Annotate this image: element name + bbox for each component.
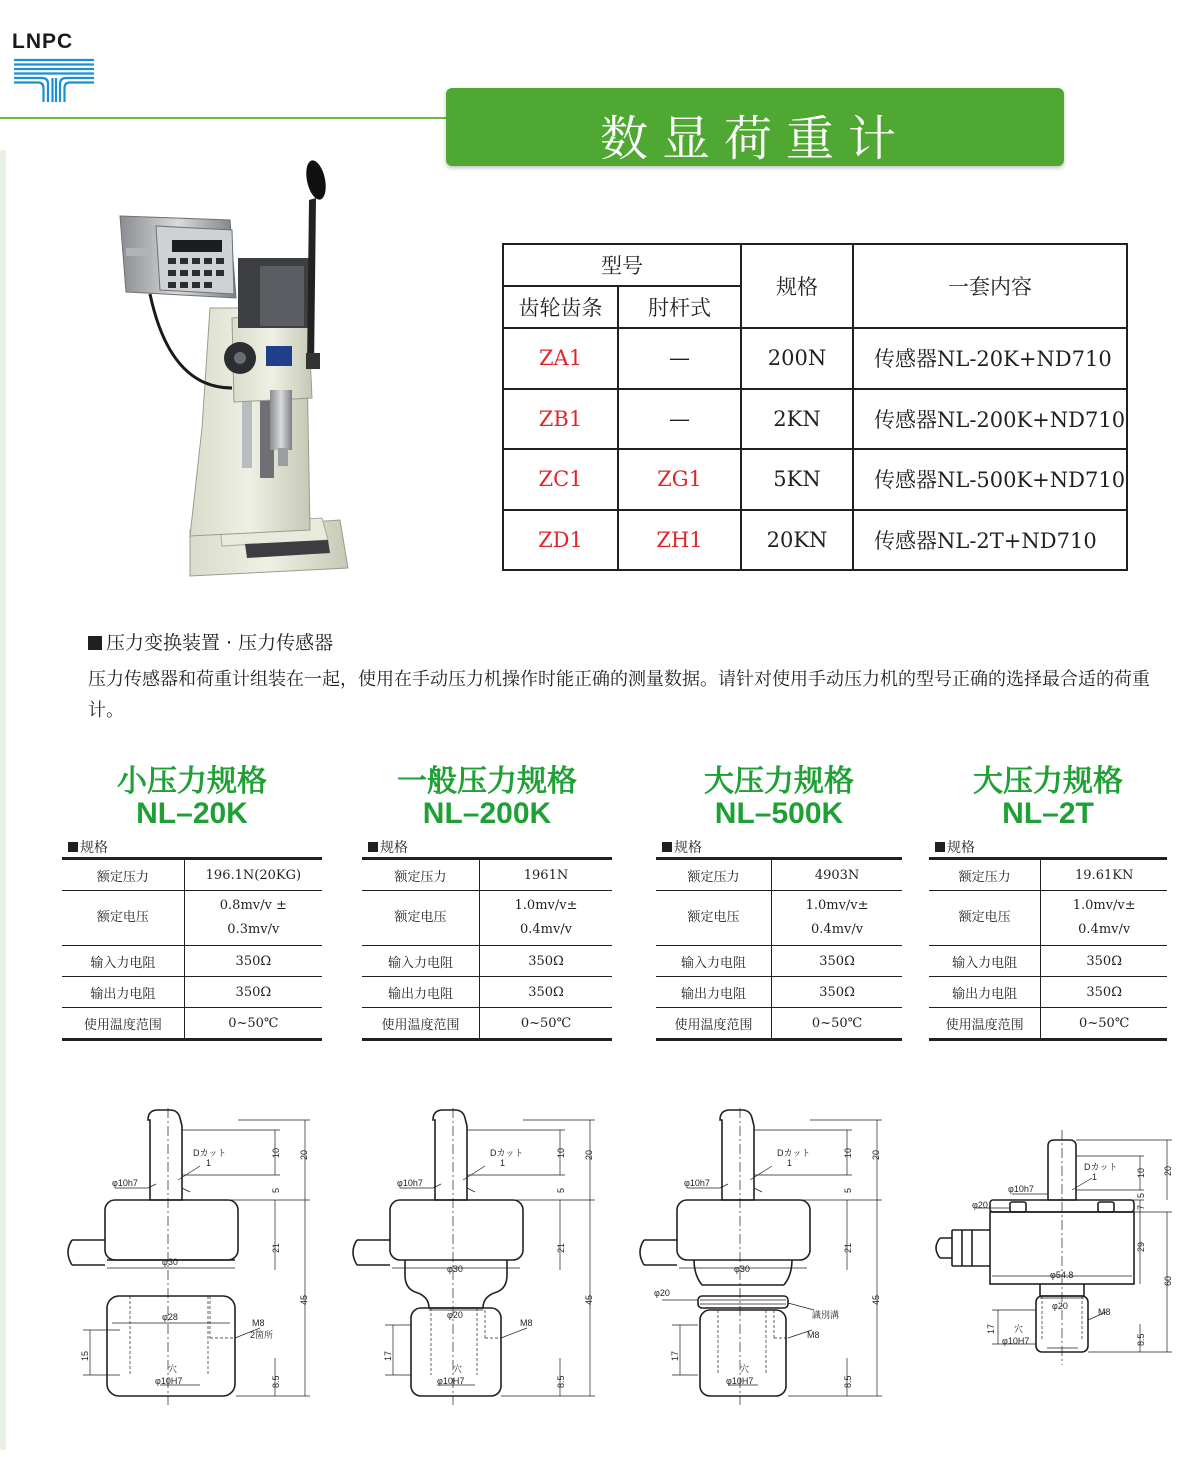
thread-label: M8: [252, 1318, 265, 1328]
base-diameter: φ28: [162, 1312, 178, 1322]
dim-8-5: 8.5: [843, 1375, 853, 1388]
header-set-contents: 一套内容: [853, 244, 1127, 328]
dim-45: 45: [584, 1294, 594, 1305]
spec-card-nl-2t: [929, 765, 1167, 1041]
spec-value-line: 1.0mv/v±: [805, 898, 869, 913]
section-heading: [88, 628, 333, 655]
spec-key: 使用温度范围: [929, 1008, 1041, 1040]
spec-value: 0~50℃: [480, 1008, 613, 1040]
spec-value: 350Ω: [772, 977, 902, 1008]
neck-diameter: φ20: [1052, 1301, 1068, 1311]
spec-value: 2KN: [741, 389, 853, 450]
spec-key: 使用温度范围: [362, 1008, 480, 1040]
spec-value: 350Ω: [772, 946, 902, 977]
hole-label: 穴: [740, 1364, 750, 1374]
dcut-label: Dカット: [1084, 1162, 1118, 1172]
spec-model: NL–20K: [136, 797, 248, 830]
hole-diameter: φ10H7: [726, 1376, 754, 1386]
spec-name: 一般压力规格: [397, 764, 577, 799]
drawing-nl-20k: [60, 1100, 320, 1430]
table-row: [503, 510, 1127, 571]
section-heading-text: 压力变换装置 · 压力传感器: [106, 632, 334, 654]
spec-key: 输入力电阻: [62, 946, 184, 977]
gear-model: ZC1: [503, 449, 618, 510]
brand-logo: [12, 30, 96, 104]
spec-key: 额定压力: [656, 859, 772, 891]
elbow-model: ZH1: [618, 510, 741, 571]
spec-label: [662, 837, 902, 857]
dim-10: 10: [271, 1147, 281, 1158]
spec-value: 0~50℃: [1041, 1008, 1167, 1040]
dim-10: 10: [1136, 1167, 1146, 1178]
dim-21: 21: [556, 1242, 566, 1253]
dim-5: 5: [271, 1187, 281, 1193]
spec-name: 小压力规格: [117, 764, 267, 799]
body-diameter: φ30: [734, 1264, 750, 1274]
spec-key: 输出力电阻: [62, 977, 184, 1008]
thread-label: M8: [520, 1318, 533, 1328]
drawing-nl-200k: [345, 1100, 605, 1430]
dim-45: 45: [871, 1294, 881, 1305]
dim-17: 17: [986, 1323, 996, 1334]
groove-label: 識別溝: [812, 1310, 840, 1320]
spec-key: 输出力电阻: [929, 977, 1041, 1008]
elbow-model: ZG1: [618, 449, 741, 510]
hole-label: 穴: [453, 1364, 463, 1374]
header-elbow: 肘杆式: [618, 286, 741, 328]
spec-label-text: 规格: [947, 840, 975, 856]
logo-mark-icon: [12, 30, 96, 104]
table-row: [503, 328, 1127, 389]
spec-value-line: 0.3mv/v: [227, 922, 280, 937]
top-diameter: φ20: [972, 1200, 988, 1210]
spec-value: 196.1N(20KG): [184, 859, 322, 891]
hole-label: 穴: [1014, 1324, 1024, 1334]
spec-label-text: 规格: [80, 840, 108, 856]
shaft-diameter: φ10h7: [112, 1178, 138, 1188]
spec-model: NL–2T: [1002, 797, 1094, 830]
neck-diameter: φ20: [654, 1288, 670, 1298]
spec-key: 额定电压: [362, 891, 480, 946]
dcut-value: 1: [787, 1158, 793, 1168]
square-bullet-icon: [88, 636, 102, 650]
spec-value: 350Ω: [480, 946, 613, 977]
dim-5: 5: [556, 1187, 566, 1193]
spec-key: 额定电压: [656, 891, 772, 946]
table-row: [503, 389, 1127, 450]
spec-key: 输入力电阻: [362, 946, 480, 977]
gear-model: ZA1: [503, 328, 618, 389]
set-contents: 传感器NL-20K+ND710: [853, 328, 1127, 389]
spec-label: [368, 837, 612, 857]
dim-7: 7: [1136, 1204, 1146, 1210]
dim-29: 29: [1136, 1241, 1146, 1252]
spec-value: [184, 891, 322, 946]
dim-10: 10: [843, 1147, 853, 1158]
spec-value-line: 0.4mv/v: [519, 922, 573, 937]
page-title: 数显荷重计: [599, 111, 910, 167]
table-row: [503, 449, 1127, 510]
spec-table: [62, 857, 322, 1041]
dim-17: 17: [670, 1350, 680, 1361]
dim-20: 20: [1163, 1165, 1173, 1176]
drawing-nl-500k: [632, 1100, 892, 1430]
body-diameter: φ30: [162, 1257, 178, 1267]
set-contents: 传感器NL-500K+ND710: [853, 449, 1127, 510]
section-body: 压力传感器和荷重计组装在一起，使用在手动压力机操作时能正确的测量数据。请针对使用手动压力机的型号正确的选择最合适的荷重计。: [88, 669, 1150, 721]
dim-8-5: 8.5: [556, 1375, 566, 1388]
spec-label-text: 规格: [674, 840, 702, 856]
spec-value-line: 1.0mv/v±: [514, 898, 578, 913]
square-bullet-icon: [662, 842, 672, 852]
spec-value: 200N: [741, 328, 853, 389]
spec-value: 0~50℃: [772, 1008, 902, 1040]
left-accent-bar: [0, 150, 6, 1450]
spec-key: 使用温度范围: [656, 1008, 772, 1040]
hole-diameter: φ10H7: [437, 1376, 465, 1386]
spec-value: 1961N: [480, 859, 613, 891]
spec-key: 额定压力: [62, 859, 184, 891]
spec-key: 额定电压: [62, 891, 184, 946]
spec-value: 350Ω: [1041, 977, 1167, 1008]
spec-name: 大压力规格: [973, 764, 1123, 799]
spec-value: 4903N: [772, 859, 902, 891]
load-cell-drawing: [632, 1100, 892, 1430]
model-table: [502, 243, 1128, 571]
thread-count: 2箇所: [250, 1330, 274, 1340]
dim-8-5: 8.5: [271, 1375, 281, 1388]
load-cell-drawing: [60, 1100, 320, 1430]
shaft-diameter: φ10h7: [397, 1178, 423, 1188]
spec-value: 350Ω: [1041, 946, 1167, 977]
spec-key: 输入力电阻: [929, 946, 1041, 977]
spec-value: 350Ω: [480, 977, 613, 1008]
dim-17: 17: [383, 1350, 393, 1361]
spec-value-line: 0.4mv/v: [811, 922, 864, 937]
shaft-diameter: φ10h7: [1008, 1184, 1034, 1194]
hole-diameter: φ10H7: [1002, 1336, 1030, 1346]
spec-value-line: 0.4mv/v: [1078, 922, 1131, 937]
thread-label: M8: [1098, 1307, 1111, 1317]
spec-table: [362, 857, 612, 1041]
spec-table: [929, 857, 1167, 1041]
load-cell-drawing: [345, 1100, 605, 1430]
dcut-label: Dカット: [777, 1148, 811, 1158]
body-diameter: φ54.8: [1050, 1270, 1074, 1280]
set-contents: 传感器NL-2T+ND710: [853, 510, 1127, 571]
spec-value: 350Ω: [184, 946, 322, 977]
spec-key: 额定压力: [929, 859, 1041, 891]
spec-card-nl-500k: [656, 765, 902, 1041]
dim-20: 20: [299, 1149, 309, 1160]
header-rule: [0, 117, 450, 119]
spec-table: [656, 857, 902, 1041]
dim-45: 45: [299, 1294, 309, 1305]
hole-diameter: φ10H7: [155, 1376, 183, 1386]
spec-key: 额定电压: [929, 891, 1041, 946]
square-bullet-icon: [68, 842, 78, 852]
dcut-value: 1: [206, 1158, 212, 1168]
spec-value-line: 1.0mv/v±: [1072, 898, 1136, 913]
spec-key: 输出力电阻: [362, 977, 480, 1008]
header-model: 型号: [503, 244, 741, 286]
spec-value-line: 0.8mv/v ±: [219, 898, 287, 913]
spec-label: [935, 837, 1167, 857]
set-contents: 传感器NL-200K+ND710: [853, 389, 1127, 450]
dcut-value: 1: [1092, 1172, 1098, 1182]
spec-name: 大压力规格: [704, 764, 854, 799]
title-banner: [446, 88, 1064, 166]
spec-value: 19.61KN: [1041, 859, 1167, 891]
dcut-label: Dカット: [490, 1148, 524, 1158]
dcut-label: Dカット: [193, 1148, 227, 1158]
header-spec: 规格: [741, 244, 853, 328]
dim-15: 15: [80, 1350, 90, 1361]
spec-value: 350Ω: [184, 977, 322, 1008]
spec-value: [772, 891, 902, 946]
dim-5: 5: [843, 1187, 853, 1193]
gear-model: ZD1: [503, 510, 618, 571]
logo-text: LNPC: [12, 30, 74, 53]
thread-label: M8: [807, 1330, 820, 1340]
dim-20: 20: [584, 1149, 594, 1160]
dim-10: 10: [556, 1147, 566, 1158]
dim-8-5: 8.5: [1136, 1333, 1146, 1346]
spec-value: 20KN: [741, 510, 853, 571]
spec-label-text: 规格: [380, 840, 408, 856]
load-cell-drawing: [922, 1100, 1182, 1430]
dim-21: 21: [843, 1242, 853, 1253]
body-diameter: φ30: [447, 1264, 463, 1274]
elbow-model: —: [618, 328, 741, 389]
dim-20: 20: [871, 1149, 881, 1160]
hand-press-product-image: [110, 158, 470, 583]
spec-card-nl-20k: [62, 765, 322, 1041]
spec-value: 0~50℃: [184, 1008, 322, 1040]
spec-model: NL–200K: [422, 797, 552, 830]
spec-value: 5KN: [741, 449, 853, 510]
dim-5: 5: [1136, 1192, 1146, 1198]
square-bullet-icon: [368, 842, 378, 852]
spec-value: [1041, 891, 1167, 946]
hole-label: 穴: [168, 1364, 178, 1374]
elbow-model: —: [618, 389, 741, 450]
header-gear: 齿轮齿条: [503, 286, 618, 328]
spec-key: 输入力电阻: [656, 946, 772, 977]
spec-card-nl-200k: [362, 765, 612, 1041]
neck-diameter: φ20: [447, 1310, 463, 1320]
drawing-nl-2t: [922, 1100, 1182, 1430]
shaft-diameter: φ10h7: [684, 1178, 710, 1188]
dim-21: 21: [271, 1242, 281, 1253]
gear-model: ZB1: [503, 389, 618, 450]
square-bullet-icon: [935, 842, 945, 852]
dcut-value: 1: [500, 1158, 506, 1168]
spec-key: 输出力电阻: [656, 977, 772, 1008]
spec-key: 使用温度范围: [62, 1008, 184, 1040]
spec-label: [68, 837, 322, 857]
spec-key: 额定压力: [362, 859, 480, 891]
spec-value: [480, 891, 613, 946]
dim-60: 60: [1163, 1275, 1173, 1286]
spec-model: NL–500K: [714, 797, 844, 830]
